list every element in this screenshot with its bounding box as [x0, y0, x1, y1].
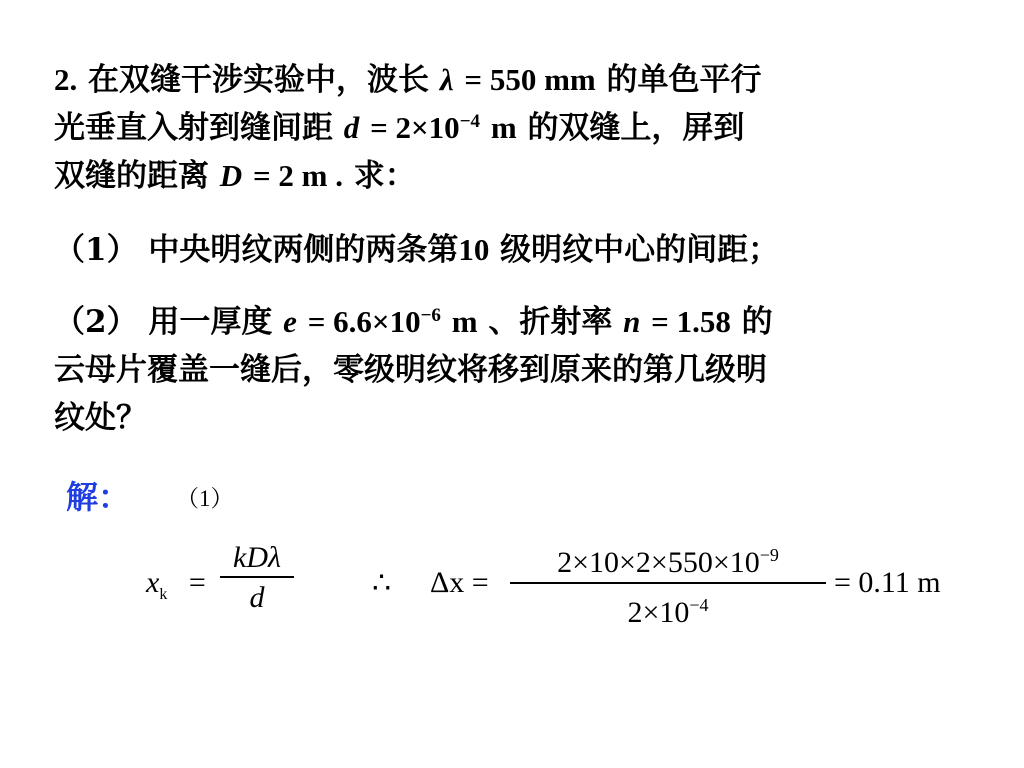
problem-number: 2.	[54, 62, 78, 97]
question-2-label: （2）	[54, 304, 138, 340]
problem-line-3: 双缝的距离 D = 2 m . 求：	[54, 158, 416, 194]
question-1: （1） 中央明纹两侧的两条第10 级明纹中心的间距；	[54, 232, 780, 268]
formula-delta-x-fraction: $2\times 10\times 2\times 550\times 10^{-9}$ $2\times 10^{-4}$	[510, 536, 826, 634]
solution-label: 解：	[66, 478, 131, 516]
problem-line-1: 2. 在双缝干涉实验中，波长 λ = 550 mm 的单色平行	[54, 62, 762, 98]
lambda-symbol: λ	[439, 62, 454, 97]
problem-line-2: 光垂直入射到缝间距 $d = 2\times 10^{-4}$ m 的双缝上，屏到	[54, 110, 745, 146]
question-2: （2） 用一厚度 $e = 6.6\times 10^{-6}$ m 、折射率 n = 1.58 的 云母片覆盖一缝后，零级明纹将移到原来的第几级明 纹处？	[54, 304, 773, 436]
e-symbol: e	[283, 304, 297, 339]
formula-xk: $x_k$ =	[146, 566, 206, 603]
formula-xk-fraction: kDλ d	[220, 540, 294, 618]
n-symbol: n	[623, 304, 641, 339]
solution-part-1: （1）	[176, 486, 234, 511]
d-symbol: d	[343, 110, 360, 145]
formula-result: = 0.11 m	[834, 566, 941, 599]
D-symbol: D	[219, 158, 243, 193]
problem-statement	[54, 56, 974, 200]
question-1-label: （1）	[54, 232, 138, 268]
formula-delta-x: Δx =	[430, 566, 489, 599]
therefore-symbol: ∴	[372, 567, 392, 600]
